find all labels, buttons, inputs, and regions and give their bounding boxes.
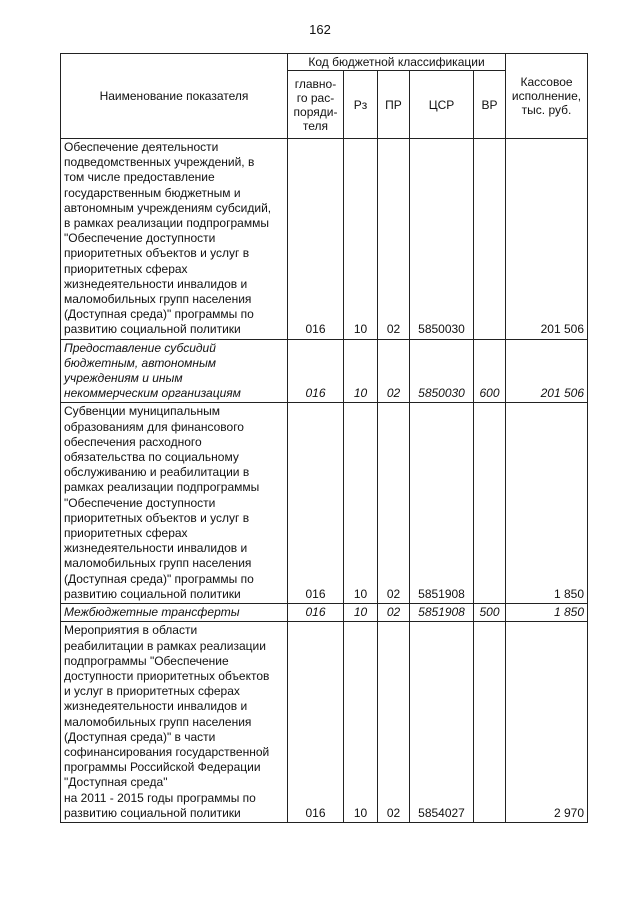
row-glavnogo: 016 <box>288 622 344 823</box>
row-rz: 10 <box>344 139 378 340</box>
row-name: Обеспечение деятельности подведомственных учреждений, в том числе предоставление государственным бюджетным и автономным учреждениям субсидий, в рамках реализации подпрограммы "Обеспечение доступности приоритетных объектов и услуг в приоритетных сферах жизнедеятельности инвалидов и маломобильных групп населения (Доступная среда)" программы по развитию социальной политики <box>61 139 288 340</box>
row-pr: 02 <box>378 604 410 622</box>
header-code-group: Код бюджетной классификации <box>288 54 506 71</box>
row-glavnogo: 016 <box>288 339 344 403</box>
row-vr <box>474 139 506 340</box>
row-vr <box>474 622 506 823</box>
row-name: Межбюджетные трансферты <box>61 604 288 622</box>
table-row <box>61 622 588 823</box>
row-vr <box>474 403 506 604</box>
header-sum: Кассовое исполнение, тыс. руб. <box>506 54 588 139</box>
row-sum: 1 850 <box>506 403 588 604</box>
table-row <box>61 139 588 340</box>
row-pr: 02 <box>378 339 410 403</box>
table-row <box>61 339 588 403</box>
row-vr: 600 <box>474 339 506 403</box>
row-csr: 5850030 <box>410 339 474 403</box>
header-glavnogo: главно- го рас- поряди- теля <box>288 71 344 139</box>
table-row <box>61 604 588 622</box>
row-pr: 02 <box>378 139 410 340</box>
header-vr: ВР <box>474 71 506 139</box>
row-glavnogo: 016 <box>288 139 344 340</box>
row-csr: 5851908 <box>410 403 474 604</box>
header-name: Наименование показателя <box>61 54 288 139</box>
header-rz: Рз <box>344 71 378 139</box>
row-rz: 10 <box>344 403 378 604</box>
budget-table <box>60 53 588 823</box>
row-rz: 10 <box>344 622 378 823</box>
table-row <box>61 403 588 604</box>
row-sum: 201 506 <box>506 139 588 340</box>
row-glavnogo: 016 <box>288 403 344 604</box>
row-vr: 500 <box>474 604 506 622</box>
row-sum: 1 850 <box>506 604 588 622</box>
row-name: Субвенции муниципальным образованиям для финансового обеспечения расходного обязательства по социальному обслуживанию и реабилитации в рамках реализации подпрограммы "Обеспечение доступности приоритетных объектов и услуг в приоритетных сферах жизнедеятельности инвалидов и маломобильных групп населения (Доступная среда)" программы по развитию социальной политики <box>61 403 288 604</box>
page-number: 162 <box>309 22 331 37</box>
row-rz: 10 <box>344 604 378 622</box>
table-header <box>61 54 588 139</box>
header-csr: ЦСР <box>410 71 474 139</box>
row-rz: 10 <box>344 339 378 403</box>
row-sum: 2 970 <box>506 622 588 823</box>
row-csr: 5850030 <box>410 139 474 340</box>
row-name: Мероприятия в области реабилитации в рамках реализации подпрограммы "Обеспечение доступности приоритетных объектов и услуг в приоритетных сферах жизнедеятельности инвалидов и маломобильных групп населения (Доступная среда)" в части софинансирования государственной программы Российской Федерации "Доступная среда" на 2011 - 2015 годы программы по развитию социальной политики <box>61 622 288 823</box>
row-pr: 02 <box>378 403 410 604</box>
header-pr: ПР <box>378 71 410 139</box>
row-sum: 201 506 <box>506 339 588 403</box>
row-glavnogo: 016 <box>288 604 344 622</box>
row-pr: 02 <box>378 622 410 823</box>
row-csr: 5854027 <box>410 622 474 823</box>
row-csr: 5851908 <box>410 604 474 622</box>
row-name: Предоставление субсидий бюджетным, автономным учреждениям и иным некоммерческим организациям <box>61 339 288 403</box>
